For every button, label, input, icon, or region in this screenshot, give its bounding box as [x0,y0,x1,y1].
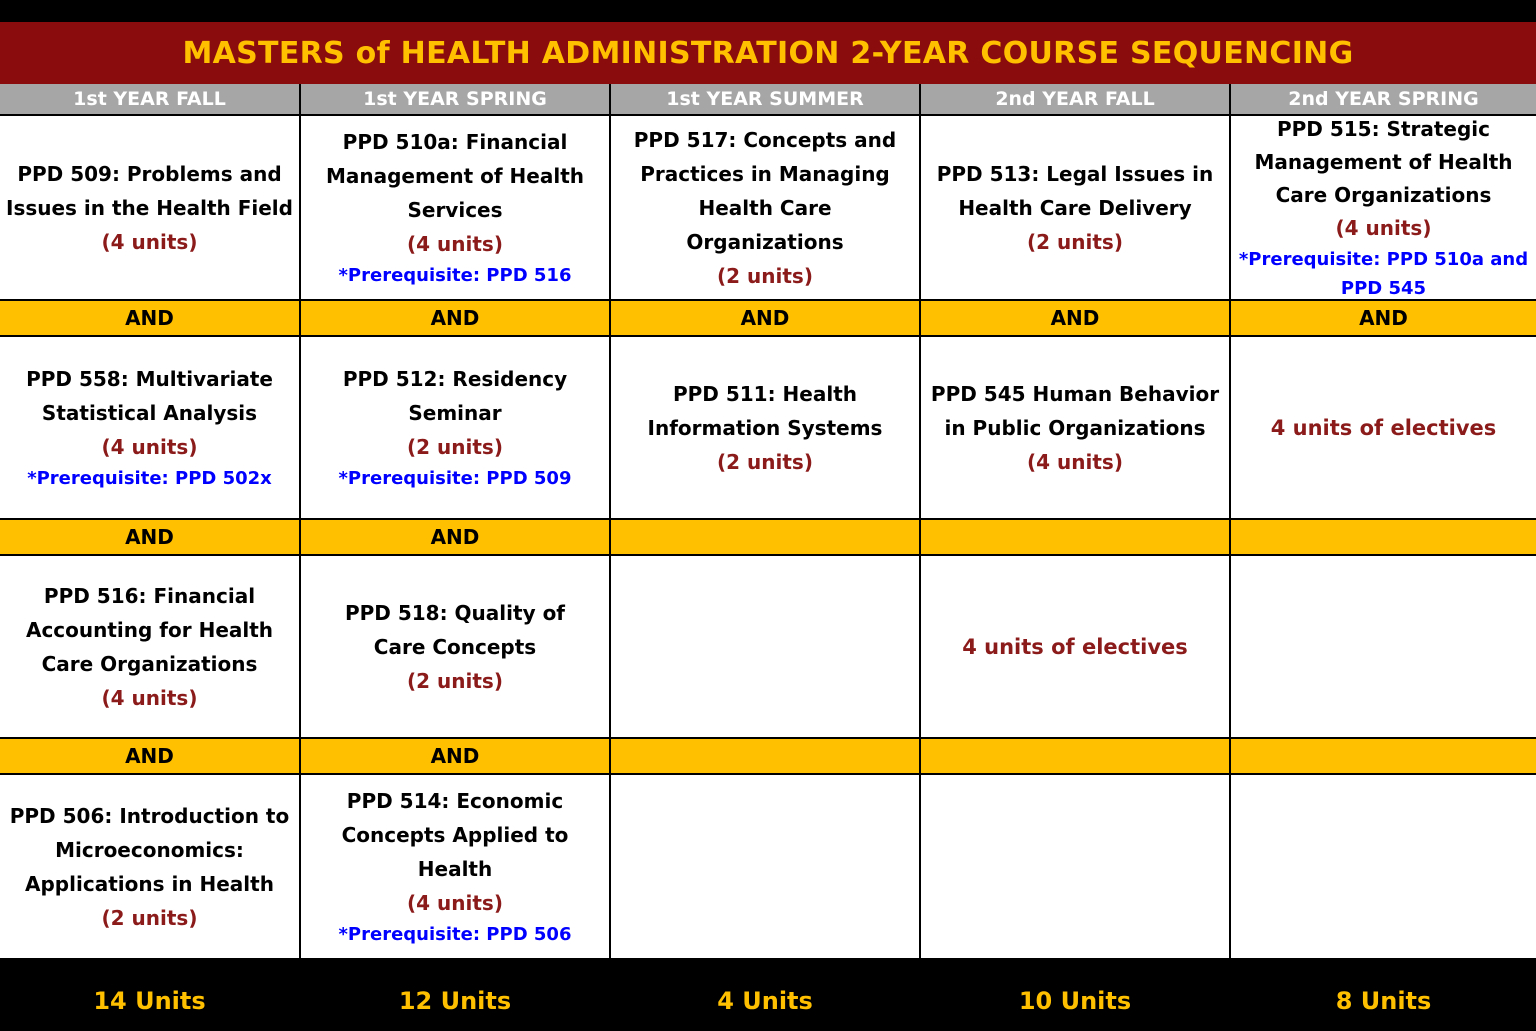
total-units-1st-year-summer: 4 Units [717,986,813,1015]
and-connector: AND [301,301,609,335]
and-connector: AND [0,520,299,554]
course-title: PPD 506: Introduction to Microeconomics: Applications in Health [9,803,290,896]
course-cell [921,335,1229,520]
course-cell [0,116,299,301]
course-units: (4 units) [101,434,198,459]
course-title: PPD 545 Human Behavior in Public Organizations [930,381,1220,440]
course-title: PPD 517: Concepts and Practices in Managing Health Care Organizations [633,127,897,254]
empty-connector [921,520,1229,554]
empty-cell [1231,773,1536,958]
course-units: (2 units) [717,449,813,474]
course-cell [301,773,609,958]
course-cell [0,554,299,739]
total-units-1st-year-fall: 14 Units [93,986,206,1015]
empty-cell [1231,554,1536,739]
elective-units: 4 units of electives [1270,415,1497,440]
and-connector: AND [0,301,299,335]
course-units: (4 units) [101,229,198,254]
course-title: PPD 510a: Financial Management of Health Services [325,129,585,222]
course-cell [611,116,919,301]
and-connector: AND [0,739,299,773]
and-connector: AND [301,739,609,773]
page-title: MASTERS of HEALTH ADMINISTRATION 2-YEAR COURSE SEQUENCING [0,22,1536,84]
elective-cell [1231,335,1536,520]
empty-connector [611,739,919,773]
course-prerequisite: *Prerequisite: PPD 516 [338,264,572,286]
empty-connector [921,739,1229,773]
course-cell [0,335,299,520]
course-prerequisite: *Prerequisite: PPD 509 [338,467,572,489]
course-cell [0,773,299,958]
course-title: PPD 511: Health Information Systems [647,381,883,440]
course-grid [0,84,1536,970]
course-units: (2 units) [1027,229,1123,254]
units-total-row [0,970,1536,1031]
empty-connector [611,520,919,554]
and-connector: AND [611,301,919,335]
course-units: (4 units) [407,890,503,915]
empty-cell [921,773,1229,958]
course-title: PPD 518: Quality of Care Concepts [344,600,566,659]
course-units: (4 units) [1027,449,1123,474]
course-units: (4 units) [407,231,503,256]
column-header-1st-year-fall: 1st YEAR FALL [0,84,299,116]
course-units: (4 units) [101,685,198,710]
course-title: PPD 513: Legal Issues in Health Care Delivery [936,161,1214,220]
and-connector: AND [301,520,609,554]
course-prerequisite: *Prerequisite: PPD 510a and PPD 545 [1238,248,1529,299]
course-units: (2 units) [101,905,198,930]
column-header-1st-year-spring: 1st YEAR SPRING [301,84,609,116]
course-prerequisite: *Prerequisite: PPD 506 [338,923,572,945]
empty-cell [611,554,919,739]
course-title: PPD 516: Financial Accounting for Health Care Organizations [25,583,274,676]
empty-connector [1231,520,1536,554]
course-units: (2 units) [717,263,813,288]
course-units: (2 units) [407,434,503,459]
course-title: PPD 515: Strategic Management of Health Care Organizations [1254,116,1513,207]
column-header-2nd-year-spring: 2nd YEAR SPRING [1231,84,1536,116]
course-cell [301,335,609,520]
elective-cell [921,554,1229,739]
total-units-2nd-year-fall: 10 Units [1018,986,1132,1015]
empty-cell [611,773,919,958]
course-title: PPD 512: Residency Seminar [342,366,568,425]
course-cell [301,116,609,301]
course-cell [921,116,1229,301]
course-units: (4 units) [1335,215,1432,240]
course-title: PPD 514: Economic Concepts Applied to Health [341,788,569,881]
course-title: PPD 558: Multivariate Statistical Analysis [26,366,273,425]
course-prerequisite: *Prerequisite: PPD 502x [27,467,272,489]
course-cell [611,335,919,520]
and-connector: AND [921,301,1229,335]
course-cell [301,554,609,739]
total-units-2nd-year-spring: 8 Units [1335,986,1432,1015]
course-units: (2 units) [407,668,503,693]
empty-connector [1231,739,1536,773]
column-header-2nd-year-fall: 2nd YEAR FALL [921,84,1229,116]
and-connector: AND [1231,301,1536,335]
total-units-1st-year-spring: 12 Units [398,986,512,1015]
course-title: PPD 509: Problems and Issues in the Health Field [6,161,293,220]
elective-units: 4 units of electives [962,634,1188,659]
column-header-1st-year-summer: 1st YEAR SUMMER [611,84,919,116]
course-cell [1231,116,1536,301]
